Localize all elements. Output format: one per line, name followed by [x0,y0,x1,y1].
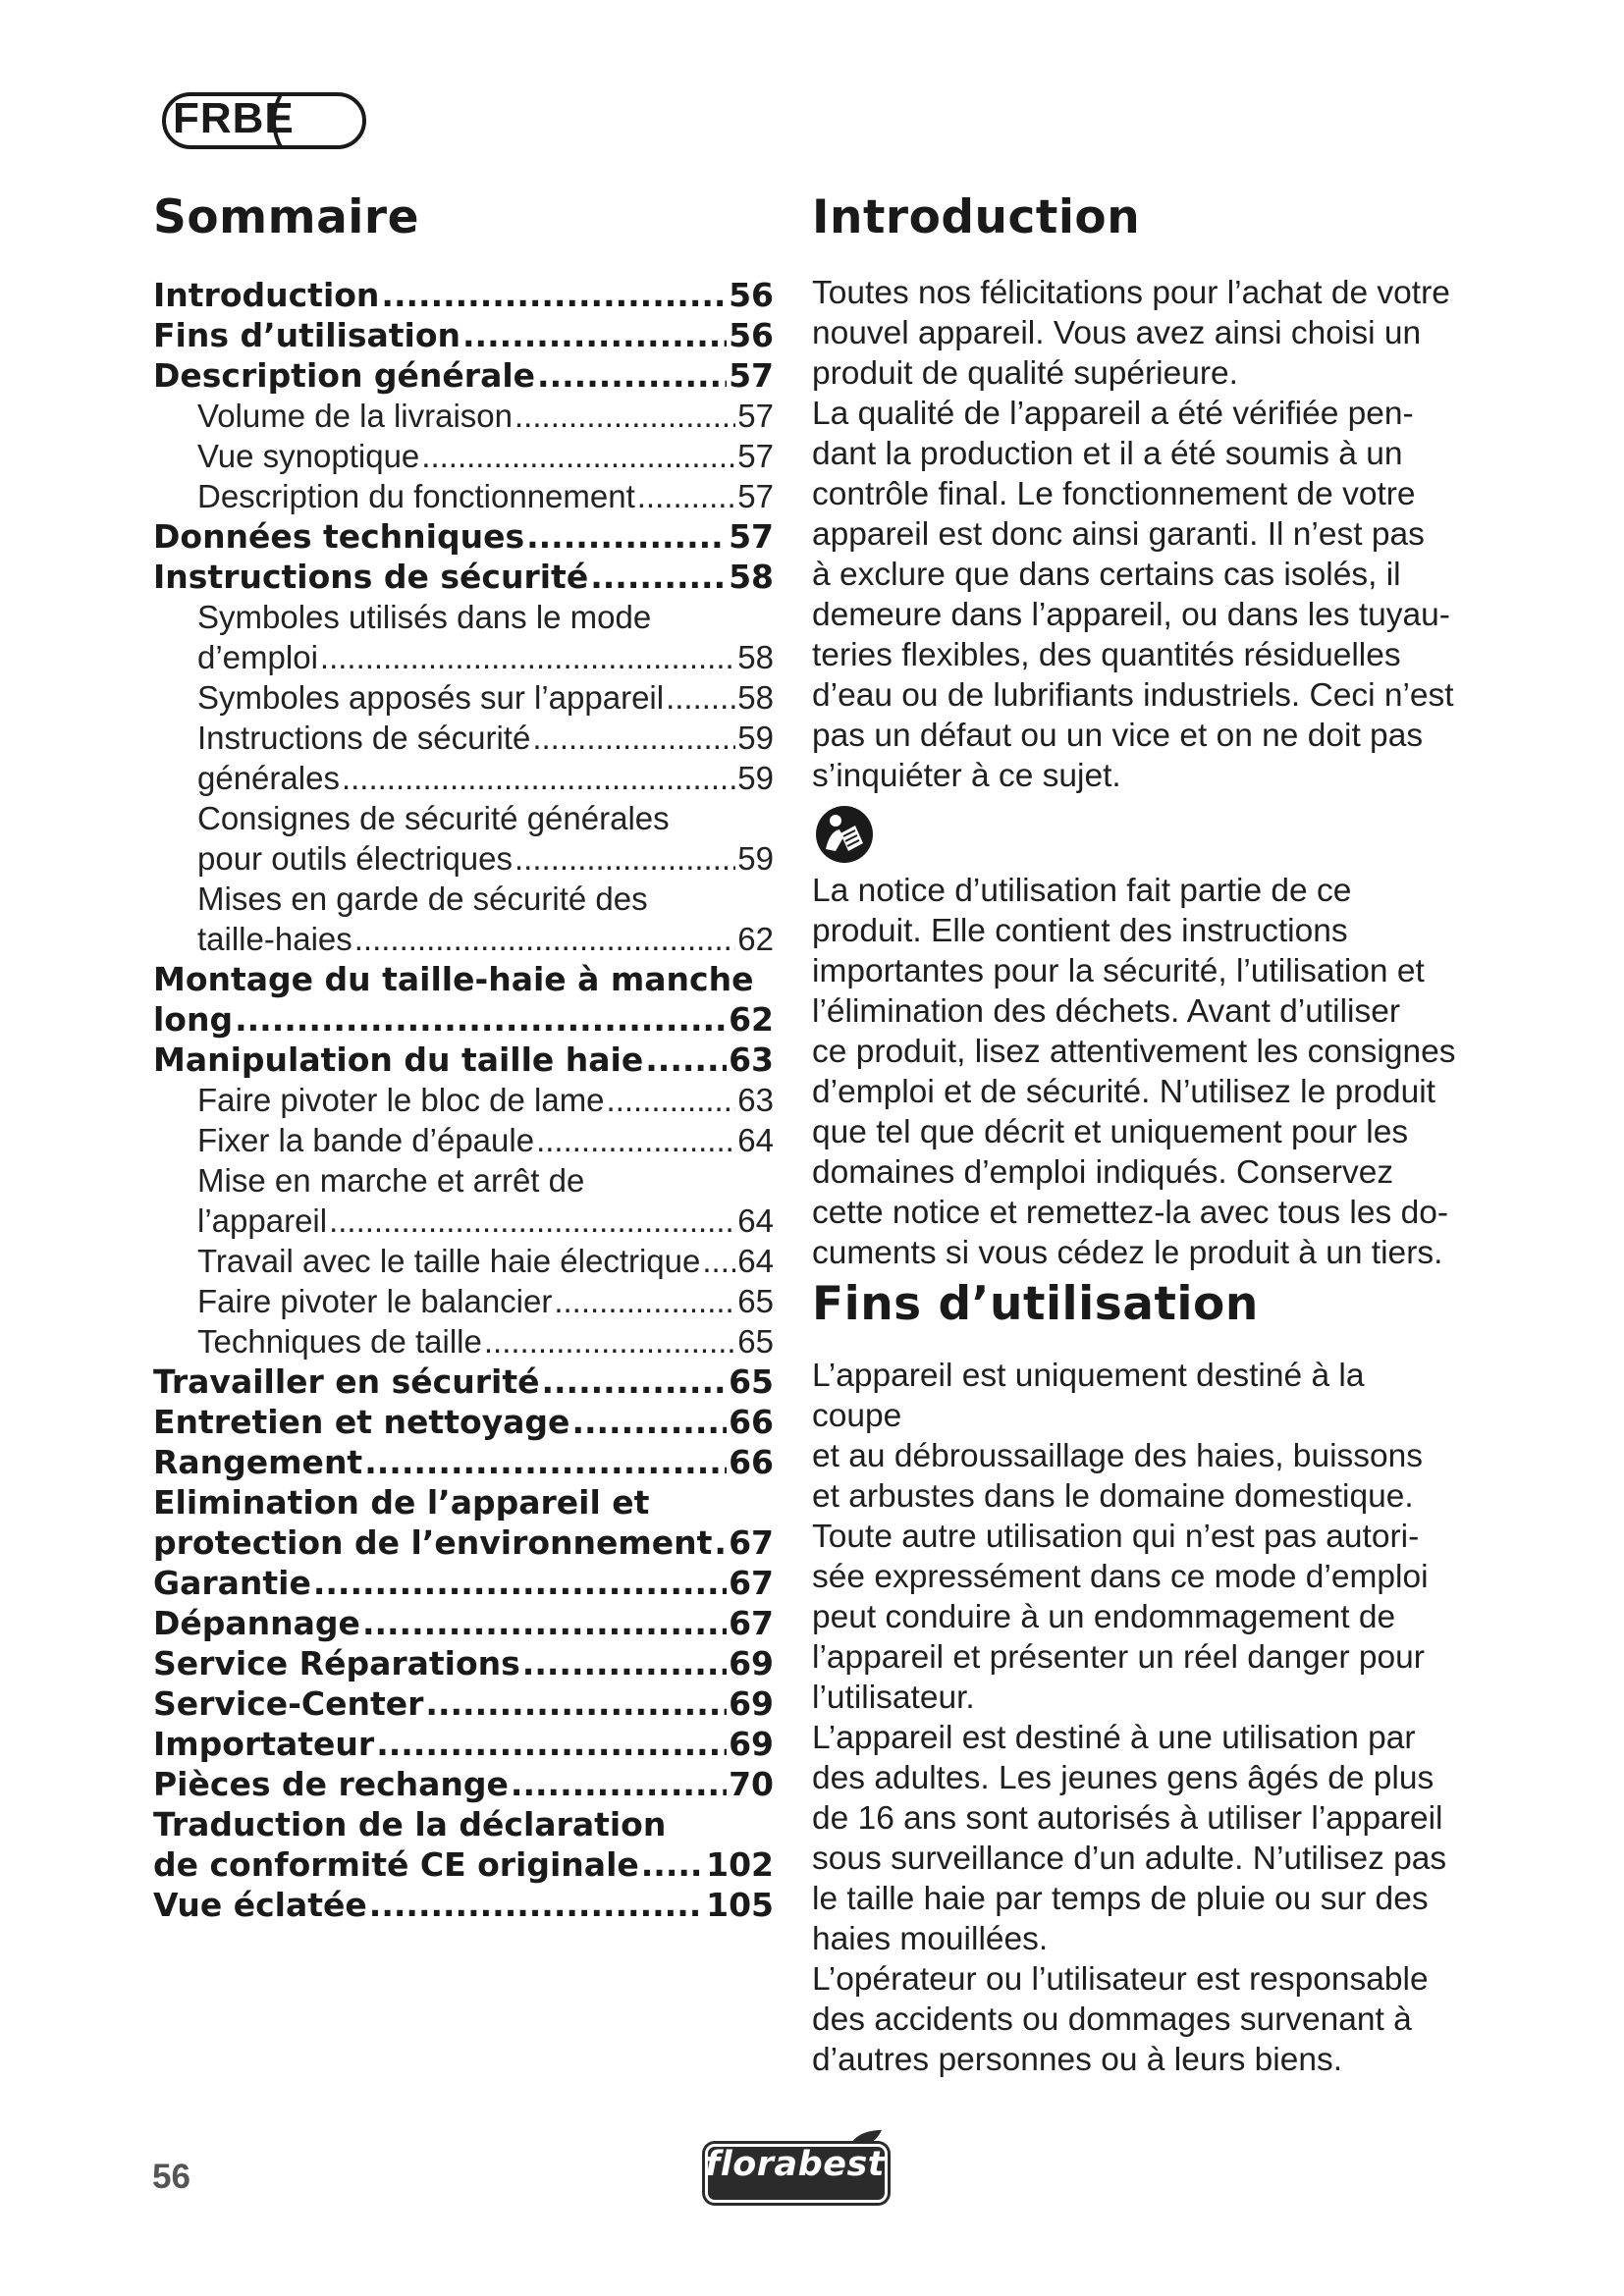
toc-entry-label: Travailler en sécurité [153,1362,540,1401]
toc-leader-dots [522,1643,727,1683]
fins-line: l’utilisateur. [812,1680,975,1716]
fins-line: et au débroussaillage des haies, buissons [812,1438,1424,1474]
toc-entry-page: 57 [729,356,774,395]
toc-leader-dots [702,1241,735,1281]
toc-entry-label: Entretien et nettoyage [153,1403,570,1441]
toc-leader-dots [364,1442,727,1482]
toc-leader-dots [590,557,727,597]
notice-line: que tel que décrit et uniquement pour les [812,1114,1409,1150]
introduction-line: teries flexibles, des quantités résiduelles [812,637,1401,673]
toc-entry-page: 64 [737,1122,774,1158]
toc-entry [153,597,774,637]
toc-entry [153,1080,774,1120]
language-badge [151,86,377,155]
toc-entry-page: 59 [737,840,774,877]
toc-entry-page: 57 [737,398,774,434]
toc-entry-page: 58 [737,639,774,675]
toc-leader-dots [536,1120,735,1160]
toc-entry-page: 59 [737,720,774,756]
toc-leader-dots [532,718,735,758]
notice-text [812,871,1460,1273]
toc-entry-page: 65 [737,1283,774,1319]
toc-entry-label: Techniques de taille [197,1323,482,1360]
notice-line: l’élimination des déchets. Avant d’utiliser [812,993,1400,1030]
toc-entry-label: d’emploi [197,639,318,675]
table-of-contents [153,187,774,1925]
toc-entry [153,798,774,838]
toc-entry-label: Mises en garde de sécurité des [197,881,648,917]
toc-entry-label: Traduction de la déclaration [153,1805,667,1843]
fins-line: peut conduire à un endommagement de [812,1599,1396,1635]
toc-leader-dots [637,476,736,516]
toc-entry [153,919,774,959]
introduction-line: d’eau ou de lubrifiants industriels. Ceci n’est [812,677,1454,714]
toc-entry-label: de conformité CE originale [153,1845,639,1884]
toc-leader-dots [362,1603,727,1643]
toc-entry-label: Données techniques [153,517,525,556]
toc-leader-dots [484,1321,735,1362]
toc-entry-page: 69 [729,1725,774,1763]
fins-line: l’appareil et présenter un réel danger pour [812,1639,1425,1676]
fins-line: des accidents ou dommages survenant à [812,2002,1412,2038]
toc-entry-label: Instructions de sécurité [153,558,589,596]
toc-entry-label: taille-haies [197,921,352,957]
toc-leader-dots [329,1201,735,1241]
toc-entry-page: 62 [729,1000,774,1039]
toc-entry-label: Introduction [153,276,380,314]
toc-leader-dots [354,919,736,959]
toc-entry-label: Montage du taille-haie à manche [153,960,754,998]
brand-logo [705,2128,888,2203]
toc-entry [153,1040,774,1080]
toc-entry-page: 70 [729,1765,774,1803]
toc-leader-dots [369,1885,704,1925]
introduction-line: Toutes nos félicitations pour l’achat de votre [812,275,1450,311]
toc-leader-dots [645,1040,727,1080]
toc-entry-label: Dépannage [153,1604,360,1642]
introduction-line: contrôle final. Le fonctionnement de votre [812,476,1416,512]
fins-line: et arbustes dans le domaine domestique. [812,1478,1414,1515]
toc-entry [153,637,774,677]
toc-entry-label: Rangement [153,1443,363,1481]
toc-entry [153,355,774,396]
toc-entry-label: Service Réparations [153,1644,520,1682]
fins-line: des adultes. Les jeunes gens âgés de plus [812,1760,1435,1796]
toc-entry-label: Symboles utilisés dans le mode [197,599,652,635]
introduction-line: La qualité de l’appareil a été vérifiée pen- [812,396,1414,432]
toc-entry [153,436,774,476]
fins-title: Fins d’utilisation [812,1277,1259,1331]
toc-entry-label: Elimination de l’appareil et [153,1483,650,1522]
toc-entry-page: 57 [729,517,774,556]
toc-list [153,275,774,1925]
toc-entry-label: Description générale [153,356,536,395]
toc-entry [153,1201,774,1241]
toc-title: Sommaire [153,190,419,244]
toc-entry-page: 62 [737,921,774,957]
toc-entry [153,1643,774,1683]
toc-entry-label: Garantie [153,1564,311,1602]
toc-entry [153,557,774,597]
notice-line: importantes pour la sécurité, l’utilisation et [812,953,1425,989]
notice-line: ce produit, lisez attentivement les consignes [812,1034,1456,1070]
toc-leader-dots [462,315,727,355]
toc-entry [153,1683,774,1724]
toc-entry-label: Service-Center [153,1684,424,1723]
fins-text [812,1356,1460,2080]
fins-line: d’autres personnes ou à leurs biens. [812,2042,1343,2078]
toc-entry-page: 56 [729,276,774,314]
toc-leader-dots [607,1080,736,1120]
toc-entry [153,315,774,355]
notice-line: cette notice et remettez-la avec tous les do- [812,1195,1448,1231]
toc-entry-label: Description du fonctionnement [197,478,635,514]
toc-entry [153,1321,774,1362]
toc-leader-dots [554,1281,735,1321]
toc-entry-label: Fixer la bande d’épaule [197,1122,535,1158]
toc-leader-dots [666,677,735,718]
toc-entry-page: 102 [706,1845,774,1884]
toc-leader-dots [376,1724,727,1764]
toc-leader-dots [641,1844,704,1885]
toc-entry-page: 67 [729,1523,774,1562]
toc-entry-label: Pièces de rechange [153,1765,509,1803]
introduction-line: à exclure que dans certains cas isolés, il [812,557,1401,593]
page-number: 56 [152,2158,190,2196]
toc-entry [153,677,774,718]
toc-entry-label: Faire pivoter le balancier [197,1283,553,1319]
toc-entry-label: Importateur [153,1725,375,1763]
notice-line: d’emploi et de sécurité. N’utilisez le produit [812,1074,1435,1110]
toc-entry [153,1402,774,1442]
toc-entry [153,758,774,798]
toc-leader-dots [541,1362,727,1402]
toc-entry-page: 57 [737,478,774,514]
introduction-line: dant la production et il a été soumis à un [812,436,1403,472]
fins-line: le taille haie par temps de pluie ou sur des [812,1881,1429,1917]
toc-leader-dots [425,1683,727,1724]
fins-line: sée expressément dans ce mode d’emploi [812,1559,1429,1595]
toc-entry-label: l’appareil [197,1202,328,1239]
toc-entry-page: 64 [737,1202,774,1239]
toc-entry [153,476,774,516]
toc-leader-dots [511,1764,727,1804]
toc-entry-page: 57 [737,438,774,474]
toc-entry [153,1281,774,1321]
toc-entry [153,1482,774,1522]
read-manual-icon [814,804,875,865]
notice-line: produit. Elle contient des instructions [812,913,1348,949]
toc-entry-page: 105 [706,1886,774,1924]
toc-leader-dots [526,516,727,557]
toc-leader-dots [235,999,727,1040]
toc-entry [153,1603,774,1643]
toc-leader-dots [514,838,735,879]
toc-entry-label: protection de l’environnement [153,1523,713,1562]
toc-entry [153,1563,774,1603]
toc-entry [153,396,774,436]
introduction-line: appareil est donc ainsi garanti. Il n’est pas [812,516,1425,553]
toc-entry-label: Fins d’utilisation [153,316,461,354]
toc-entry-page: 65 [729,1362,774,1401]
toc-entry-page: 59 [737,760,774,796]
toc-entry [153,1724,774,1764]
toc-leader-dots [714,1522,727,1563]
brand-name: florabest [705,2145,886,2184]
toc-entry-page: 67 [729,1604,774,1642]
toc-entry [153,718,774,758]
introduction-text [812,273,1460,796]
toc-entry-label: Consignes de sécurité générales [197,800,670,836]
toc-entry-page: 67 [729,1564,774,1602]
toc-entry-page: 66 [729,1403,774,1441]
toc-leader-dots [514,396,735,436]
toc-entry [153,1522,774,1563]
toc-leader-dots [313,1563,727,1603]
toc-entry [153,838,774,879]
toc-entry-label: Vue éclatée [153,1886,367,1924]
toc-entry [153,1844,774,1885]
toc-entry [153,1764,774,1804]
toc-entry [153,959,774,999]
toc-entry [153,879,774,919]
fins-line: Toute autre utilisation qui n’est pas autori- [812,1519,1420,1555]
notice-line: domaines d’emploi indiqués. Conservez [812,1154,1394,1191]
toc-entry-page: 69 [729,1644,774,1682]
fins-line: sous surveillance d’un adulte. N’utilisez pas [812,1841,1447,1877]
toc-entry [153,1804,774,1844]
toc-leader-dots [381,275,727,315]
toc-entry-label: Instructions de sécurité [197,720,531,756]
toc-entry [153,1160,774,1201]
toc-entry-label: Manipulation du taille haie [153,1041,644,1079]
toc-entry [153,275,774,315]
toc-entry-page: 56 [729,316,774,354]
toc-entry-page: 63 [729,1041,774,1079]
toc-leader-dots [537,355,727,396]
toc-leader-dots [320,637,735,677]
toc-entry [153,1362,774,1402]
notice-line: La notice d’utilisation fait partie de ce [812,873,1352,909]
toc-entry-page: 58 [737,679,774,716]
toc-entry [153,999,774,1040]
toc-entry-page: 69 [729,1684,774,1723]
fins-line: L’appareil est uniquement destiné à la coupe [812,1358,1365,1434]
toc-entry-label: Faire pivoter le bloc de lame [197,1082,605,1118]
toc-entry-page: 66 [729,1443,774,1481]
toc-entry [153,1885,774,1925]
toc-entry [153,1241,774,1281]
introduction-line: pas un défaut ou un vice et on ne doit pas [812,718,1424,754]
fins-line: haies mouillées. [812,1921,1049,1957]
fins-line: L’appareil est destiné à une utilisation par [812,1720,1416,1756]
toc-entry-label: Travail avec le taille haie électrique [197,1243,701,1279]
toc-entry-label: générales [197,760,340,796]
toc-entry [153,1442,774,1482]
introduction-line: nouvel appareil. Vous avez ainsi choisi un [812,315,1422,351]
toc-entry-label: Mise en marche et arrêt de [197,1162,585,1199]
toc-entry-label: Symboles apposés sur l’appareil [197,679,665,716]
introduction-title: Introduction [812,190,1141,244]
toc-entry-page: 58 [729,558,774,596]
toc-leader-dots [571,1402,727,1442]
toc-entry [153,516,774,557]
language-code: FRBE [173,94,295,142]
fins-line: L’opérateur ou l’utilisateur est responsable [812,1961,1429,1998]
toc-entry-page: 65 [737,1323,774,1360]
toc-entry-page: 64 [737,1243,774,1279]
toc-leader-dots [421,436,735,476]
introduction-line: produit de qualité supérieure. [812,355,1238,392]
introduction-line: s’inquiéter à ce sujet. [812,758,1121,794]
toc-entry-label: pour outils électriques [197,840,514,877]
introduction-line: demeure dans l’appareil, ou dans les tuyau- [812,597,1450,633]
toc-entry-page: 63 [737,1082,774,1118]
toc-leader-dots [342,758,735,798]
toc-entry-label: Vue synoptique [197,438,420,474]
toc-entry-label: long [153,1000,234,1039]
toc-entry [153,1120,774,1160]
notice-line: cuments si vous cédez le produit à un tiers. [812,1235,1443,1271]
toc-entry-label: Volume de la livraison [197,398,514,434]
fins-line: de 16 ans sont autorisés à utiliser l’appareil [812,1800,1443,1837]
content-column [812,187,1460,2080]
